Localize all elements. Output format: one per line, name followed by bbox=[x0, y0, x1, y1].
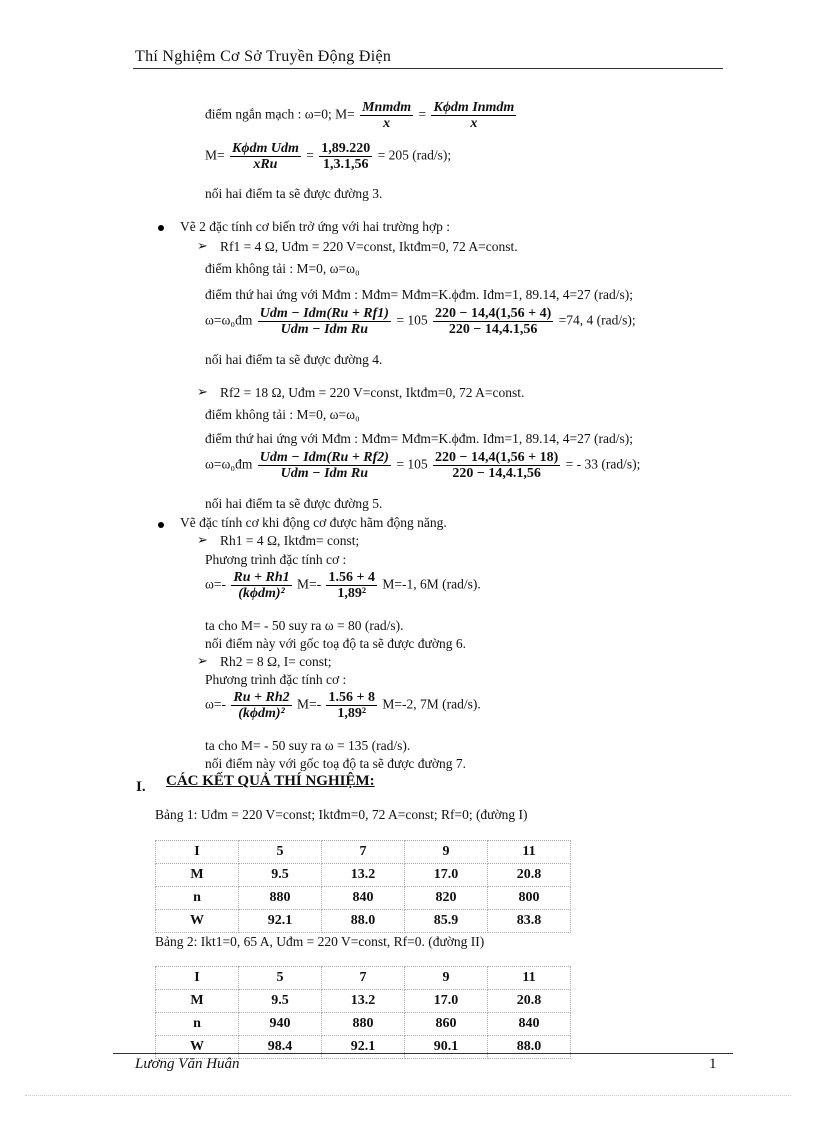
page-header-title: Thí Nghiệm Cơ Sở Truyền Động Điện bbox=[135, 48, 392, 65]
text-line: nối hai điểm ta sẽ được đường 4. bbox=[205, 352, 383, 367]
arrow-bullet-icon: ➢ bbox=[197, 238, 208, 253]
table-cell: 840 bbox=[322, 887, 405, 910]
formula-omega-rf2: ω=ω₀đm $\frac{\text{Udm − Idm(Ru + Rf2)}}{\text{Udm − Idm Ru}}$ = 105 $\frac{220 - 14,4(1,56 + 18)}{220 - 14,4.1,56}$ = - 33 (rad/s); bbox=[205, 450, 641, 481]
table-cell: 840 bbox=[488, 1013, 571, 1036]
page-edge-divider bbox=[25, 1095, 791, 1096]
table-cell: 13.2 bbox=[322, 990, 405, 1013]
results-table-2 bbox=[155, 966, 571, 1059]
table-cell: 92.1 bbox=[322, 1036, 405, 1059]
table-cell: 9.5 bbox=[239, 990, 322, 1013]
table-cell: W bbox=[156, 910, 239, 933]
table-cell: 9 bbox=[405, 841, 488, 864]
table-cell: n bbox=[156, 1013, 239, 1036]
section-number: I. bbox=[136, 779, 146, 795]
table-cell: M bbox=[156, 864, 239, 887]
table-cell: I bbox=[156, 841, 239, 864]
table-cell: 11 bbox=[488, 841, 571, 864]
table-cell: 88.0 bbox=[488, 1036, 571, 1059]
arrow-bullet-icon: ➢ bbox=[197, 532, 208, 547]
table-cell: 17.0 bbox=[405, 990, 488, 1013]
table-cell: 88.0 bbox=[322, 910, 405, 933]
table-cell: 83.8 bbox=[488, 910, 571, 933]
bullet-text: Vẽ 2 đặc tính cơ biến trở ứng với hai trường hợp : bbox=[180, 219, 451, 234]
table1-caption: Bảng 1: Uđm = 220 V=const; Iktđm=0, 72 A=const; Rf=0; (đường I) bbox=[155, 807, 528, 822]
text-line: ta cho M= - 50 suy ra ω = 135 (rad/s). bbox=[205, 738, 411, 753]
text-line: ta cho M= - 50 suy ra ω = 80 (rad/s). bbox=[205, 618, 404, 633]
results-table-1 bbox=[155, 840, 571, 933]
text-line: nối điểm này với gốc toạ độ ta sẽ được đường 7. bbox=[205, 756, 467, 771]
table-cell: 820 bbox=[405, 887, 488, 910]
table-cell: 940 bbox=[239, 1013, 322, 1036]
table-row bbox=[156, 887, 571, 910]
text-line: nối hai điểm ta sẽ được đường 5. bbox=[205, 496, 383, 511]
table-cell: 5 bbox=[239, 841, 322, 864]
table-cell: 20.8 bbox=[488, 864, 571, 887]
table-cell: n bbox=[156, 887, 239, 910]
footer-rule bbox=[113, 1053, 733, 1054]
table-cell: 11 bbox=[488, 967, 571, 990]
table-cell: 9.5 bbox=[239, 864, 322, 887]
table-row bbox=[156, 990, 571, 1013]
table-cell: 7 bbox=[322, 967, 405, 990]
section-title: CÁC KẾT QUẢ THÍ NGHIỆM: bbox=[166, 773, 375, 789]
table-cell: 85.9 bbox=[405, 910, 488, 933]
table-cell: I bbox=[156, 967, 239, 990]
table-cell: 9 bbox=[405, 967, 488, 990]
arrow-bullet-icon: ➢ bbox=[197, 384, 208, 399]
table-row bbox=[156, 841, 571, 864]
bullet-icon bbox=[158, 225, 164, 231]
subitem-text: Rh2 = 8 Ω, I= const; bbox=[220, 654, 332, 669]
text-line: điểm thứ hai ứng với Mđm : Mđm= Mđm=K.ϕđm. Iđm=1, 89.14, 4=27 (rad/s); bbox=[205, 287, 633, 302]
table2-caption: Bảng 2: Ikt1=0, 65 A, Uđm = 220 V=const, Rf=0. (đường II) bbox=[155, 934, 485, 949]
text-line: điểm không tải : M=0, ω=ω₀ bbox=[205, 407, 360, 422]
table-cell: 880 bbox=[239, 887, 322, 910]
table-cell: 13.2 bbox=[322, 864, 405, 887]
text-line: Phương trình đặc tính cơ : bbox=[205, 672, 347, 687]
table-cell: 92.1 bbox=[239, 910, 322, 933]
table-cell: 860 bbox=[405, 1013, 488, 1036]
formula-omega-rf1: ω=ω₀đm $\frac{\text{Udm − Idm(Ru + Rf1)}}{\text{Udm − Idm Ru}}$ = 105 $\frac{220 - 14,4(1,56 + 4)}{220 - 14,4.1,56}$ =74, 4 (rad/s); bbox=[205, 306, 636, 337]
table-cell: W bbox=[156, 1036, 239, 1059]
table-cell: 5 bbox=[239, 967, 322, 990]
subitem-text: Rh1 = 4 Ω, Iktđm= const; bbox=[220, 533, 360, 548]
table-row bbox=[156, 1013, 571, 1036]
text-line: điểm không tải : M=0, ω=ω₀ bbox=[205, 261, 360, 276]
text-line: Phương trình đặc tính cơ : bbox=[205, 552, 347, 567]
page-number: 1 bbox=[709, 1056, 717, 1072]
header-rule bbox=[133, 68, 723, 69]
table-cell: 800 bbox=[488, 887, 571, 910]
table-row bbox=[156, 910, 571, 933]
text-line: nối hai điểm ta sẽ được đường 3. bbox=[205, 186, 383, 201]
formula-omega-rh1: ω=- $\frac{Ru + Rh1}{\text{(kϕdm)²}}$ M=- $\frac{1.56 + 4}{\text{1,89²}}$ M=-1, 6M (rad/s). bbox=[205, 570, 481, 601]
arrow-bullet-icon: ➢ bbox=[197, 653, 208, 668]
text-line: nối điểm này với gốc toạ độ ta sẽ được đường 6. bbox=[205, 636, 467, 651]
table-row bbox=[156, 967, 571, 990]
bullet-text: Vẽ đặc tính cơ khi động cơ được hãm động năng. bbox=[180, 515, 447, 530]
subitem-text: Rf1 = 4 Ω, Uđm = 220 V=const, Iktđm=0, 72 A=const. bbox=[220, 239, 518, 254]
table-cell: M bbox=[156, 990, 239, 1013]
table-cell: 880 bbox=[322, 1013, 405, 1036]
formula-short-circuit: điểm ngắn mạch : ω=0; M= $\frac{\text{Mnmdm}}{x}$ = $\frac{\text{Kϕdm Inmdm}}{x}$ bbox=[205, 100, 515, 131]
subitem-text: Rf2 = 18 Ω, Uđm = 220 V=const, Iktđm=0, 72 A=const. bbox=[220, 385, 525, 400]
table-row bbox=[156, 864, 571, 887]
table-cell: 90.1 bbox=[405, 1036, 488, 1059]
table-cell: 98.4 bbox=[239, 1036, 322, 1059]
footer-author: Lương Văn Huân bbox=[135, 1056, 240, 1072]
table-cell: 20.8 bbox=[488, 990, 571, 1013]
formula-M: M= $\frac{\text{Kϕdm Udm}}{\text{xRu}}$ = $\frac{1,89.220}{1,3.1,56}$ = 205 (rad/s); bbox=[205, 141, 452, 172]
table-cell: 7 bbox=[322, 841, 405, 864]
table-cell: 17.0 bbox=[405, 864, 488, 887]
bullet-icon bbox=[158, 522, 164, 528]
formula-omega-rh2: ω=- $\frac{Ru + Rh2}{\text{(kϕdm)²}}$ M=- $\frac{1.56 + 8}{\text{1,89²}}$ M=-2, 7M (rad/s). bbox=[205, 690, 481, 721]
text-line: điểm thứ hai ứng với Mđm : Mđm= Mđm=K.ϕđm. Iđm=1, 89.14, 4=27 (rad/s); bbox=[205, 431, 633, 446]
